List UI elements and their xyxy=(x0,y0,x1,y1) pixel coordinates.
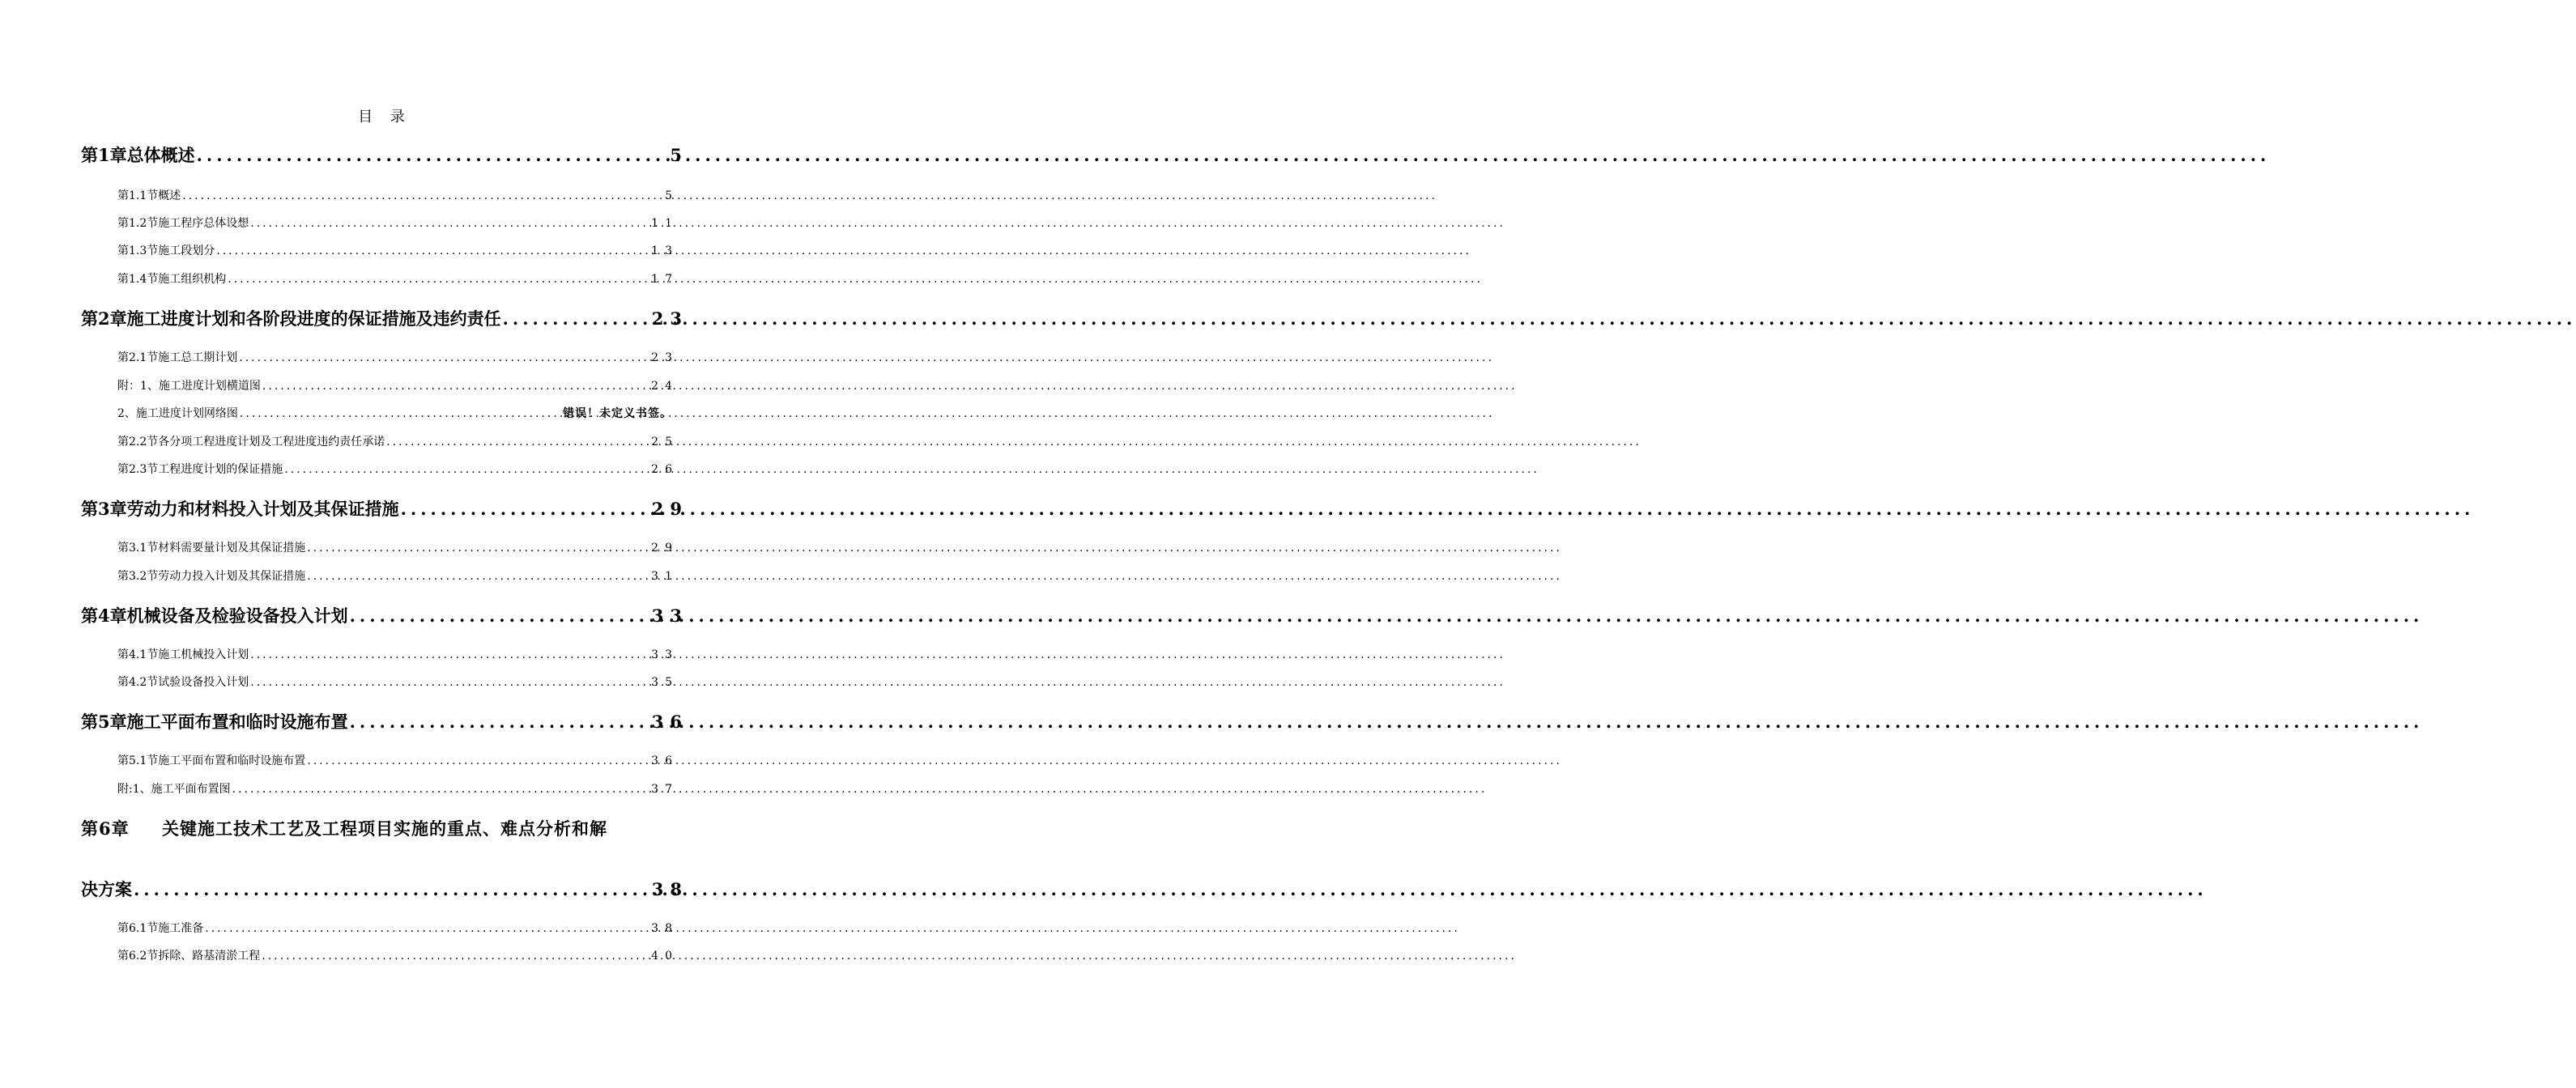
section-title: 劳动力投入计划及其保证措施 xyxy=(158,570,306,583)
leader-dots xyxy=(503,308,647,329)
chapter-title: 施工进度计划和各阶段进度的保证措施及违约责任 xyxy=(126,308,501,329)
page-number: 11 xyxy=(651,217,679,230)
toc-appendix-5-1[interactable] xyxy=(117,780,679,797)
section-title: 施工总工期计划 xyxy=(158,351,238,364)
toc-section-1-3[interactable] xyxy=(117,242,679,258)
toc-chapter-3[interactable] xyxy=(81,496,688,521)
page-number: 5 xyxy=(665,189,679,202)
leader-dots xyxy=(182,189,660,202)
section-label: 第2.3节 xyxy=(117,463,159,476)
leader-dots xyxy=(262,950,646,963)
toc-section-2-1[interactable] xyxy=(117,349,679,365)
chapter-label: 第3章 xyxy=(81,499,127,519)
leader-dots xyxy=(239,351,646,364)
toc-section-1-1[interactable] xyxy=(117,187,679,203)
page-number: 36 xyxy=(651,712,688,732)
toc-section-6-1[interactable] xyxy=(117,920,679,936)
page-number: 26 xyxy=(651,463,679,476)
section-title: 施工平面布置和临时设施布置 xyxy=(158,754,306,767)
page-number: 25 xyxy=(651,436,679,448)
page-number: 38 xyxy=(651,922,679,935)
section-label: 第2.2节 xyxy=(117,436,159,448)
page-number: 24 xyxy=(651,380,679,393)
toc-section-5-1[interactable] xyxy=(117,752,679,768)
toc-chapter-1[interactable] xyxy=(81,142,688,167)
toc-chapter-6-line-1[interactable] xyxy=(81,816,684,840)
page-number: 5 xyxy=(670,145,688,165)
page-number: 29 xyxy=(651,499,688,519)
section-title: 试验设备投入计划 xyxy=(158,676,249,689)
leader-dots xyxy=(232,783,647,796)
toc-section-2-2[interactable] xyxy=(117,433,679,449)
toc-section-2-3[interactable] xyxy=(117,461,679,477)
page-number: 33 xyxy=(651,648,679,661)
leader-dots xyxy=(262,380,646,393)
page-number: 40 xyxy=(651,950,679,963)
leader-dots xyxy=(284,463,646,476)
toc-section-3-1[interactable] xyxy=(117,539,679,555)
leader-dots xyxy=(401,499,647,519)
section-label: 第1.3节 xyxy=(117,244,159,257)
chapter-title: 劳动力和材料投入计划及其保证措施 xyxy=(126,499,399,519)
toc-section-3-2[interactable] xyxy=(117,567,679,584)
leader-dots xyxy=(240,407,558,420)
page-number: 13 xyxy=(651,244,679,257)
leader-dots xyxy=(307,570,646,583)
section-title: 概述 xyxy=(158,189,181,202)
toc-chapter-2[interactable] xyxy=(81,306,688,330)
leader-dots xyxy=(250,648,646,661)
section-label: 第1.2节 xyxy=(117,217,159,230)
appendix-title: 2、施工进度计划网络图 xyxy=(117,407,238,420)
page-number: 36 xyxy=(651,754,679,767)
section-title: 拆除、路基清淤工程 xyxy=(158,950,261,963)
section-label: 第6.1节 xyxy=(117,922,159,935)
page-number: 17 xyxy=(651,273,679,286)
section-label: 第1.1节 xyxy=(117,189,159,202)
leader-dots xyxy=(350,712,647,732)
section-label: 第3.1节 xyxy=(117,542,159,555)
page-number: 31 xyxy=(651,570,679,583)
section-label: 第5.1节 xyxy=(117,754,159,767)
page-number: 35 xyxy=(651,676,679,689)
toc-section-1-4[interactable] xyxy=(117,270,679,287)
chapter-title: 关键施工技术工艺及工程项目实施的重点、难点分析和解 xyxy=(162,818,607,839)
toc-appendix-2-2[interactable] xyxy=(117,405,672,421)
toc-section-4-2[interactable] xyxy=(117,674,679,690)
toc-chapter-6-line-2[interactable] xyxy=(81,877,688,901)
leader-dots xyxy=(205,922,646,935)
leader-dots xyxy=(228,273,646,286)
section-title: 施工机械投入计划 xyxy=(158,648,249,661)
leader-dots xyxy=(250,676,646,689)
toc-page xyxy=(0,0,769,1088)
page-number: 33 xyxy=(651,606,688,626)
leader-dots xyxy=(216,244,646,257)
chapter-label: 第5章 xyxy=(81,712,127,732)
leader-dots xyxy=(250,217,646,230)
section-title: 工程进度计划的保证措施 xyxy=(158,463,283,476)
chapter-label: 第4章 xyxy=(81,606,127,626)
appendix-title: 附：1、施工进度计划横道图 xyxy=(117,380,261,393)
section-label: 第2.1节 xyxy=(117,351,159,364)
section-label: 第4.1节 xyxy=(117,648,159,661)
chapter-label: 第1章 xyxy=(81,145,127,165)
chapter-title: 施工平面布置和临时设施布置 xyxy=(126,712,348,732)
chapter-title-continued: 决方案 xyxy=(81,879,132,899)
leader-dots xyxy=(350,606,647,626)
chapter-label: 第6章 xyxy=(81,818,130,839)
section-label: 第3.2节 xyxy=(117,570,159,583)
toc-section-1-2[interactable] xyxy=(117,215,679,231)
toc-chapter-5[interactable] xyxy=(81,709,688,733)
section-title: 材料需要量计划及其保证措施 xyxy=(158,542,306,555)
section-title: 施工组织机构 xyxy=(158,273,227,286)
page-number: 38 xyxy=(651,879,688,899)
chapter-title: 机械设备及检验设备投入计划 xyxy=(126,606,348,626)
toc-section-6-2[interactable] xyxy=(117,947,679,963)
chapter-label: 第2章 xyxy=(81,308,127,329)
toc-title: 目 录 xyxy=(358,108,411,125)
section-title: 施工程序总体设想 xyxy=(158,217,249,230)
page-number: 37 xyxy=(651,783,679,796)
section-label: 第6.2节 xyxy=(117,950,159,963)
leader-dots xyxy=(134,879,647,899)
page-number: 23 xyxy=(651,308,688,329)
section-label: 第4.2节 xyxy=(117,676,159,689)
appendix-title: 附:1、施工平面布置图 xyxy=(117,783,231,796)
toc-section-4-1[interactable] xyxy=(117,646,679,662)
leader-dots xyxy=(307,754,646,767)
section-title: 施工准备 xyxy=(158,922,204,935)
page-number: 23 xyxy=(651,351,679,364)
toc-chapter-4[interactable] xyxy=(81,603,688,627)
page-number: 29 xyxy=(651,542,679,555)
section-title: 施工段划分 xyxy=(158,244,215,257)
toc-appendix-2-1[interactable] xyxy=(117,377,679,393)
bookmark-error-text: 错误！未定义书签。 xyxy=(563,407,672,420)
section-label: 第1.4节 xyxy=(117,273,159,286)
leader-dots xyxy=(307,542,646,555)
chapter-title: 总体概述 xyxy=(126,145,195,165)
leader-dots xyxy=(197,145,666,165)
section-title: 各分项工程进度计划及工程进度违约责任承诺 xyxy=(158,436,385,448)
leader-dots xyxy=(386,436,646,448)
